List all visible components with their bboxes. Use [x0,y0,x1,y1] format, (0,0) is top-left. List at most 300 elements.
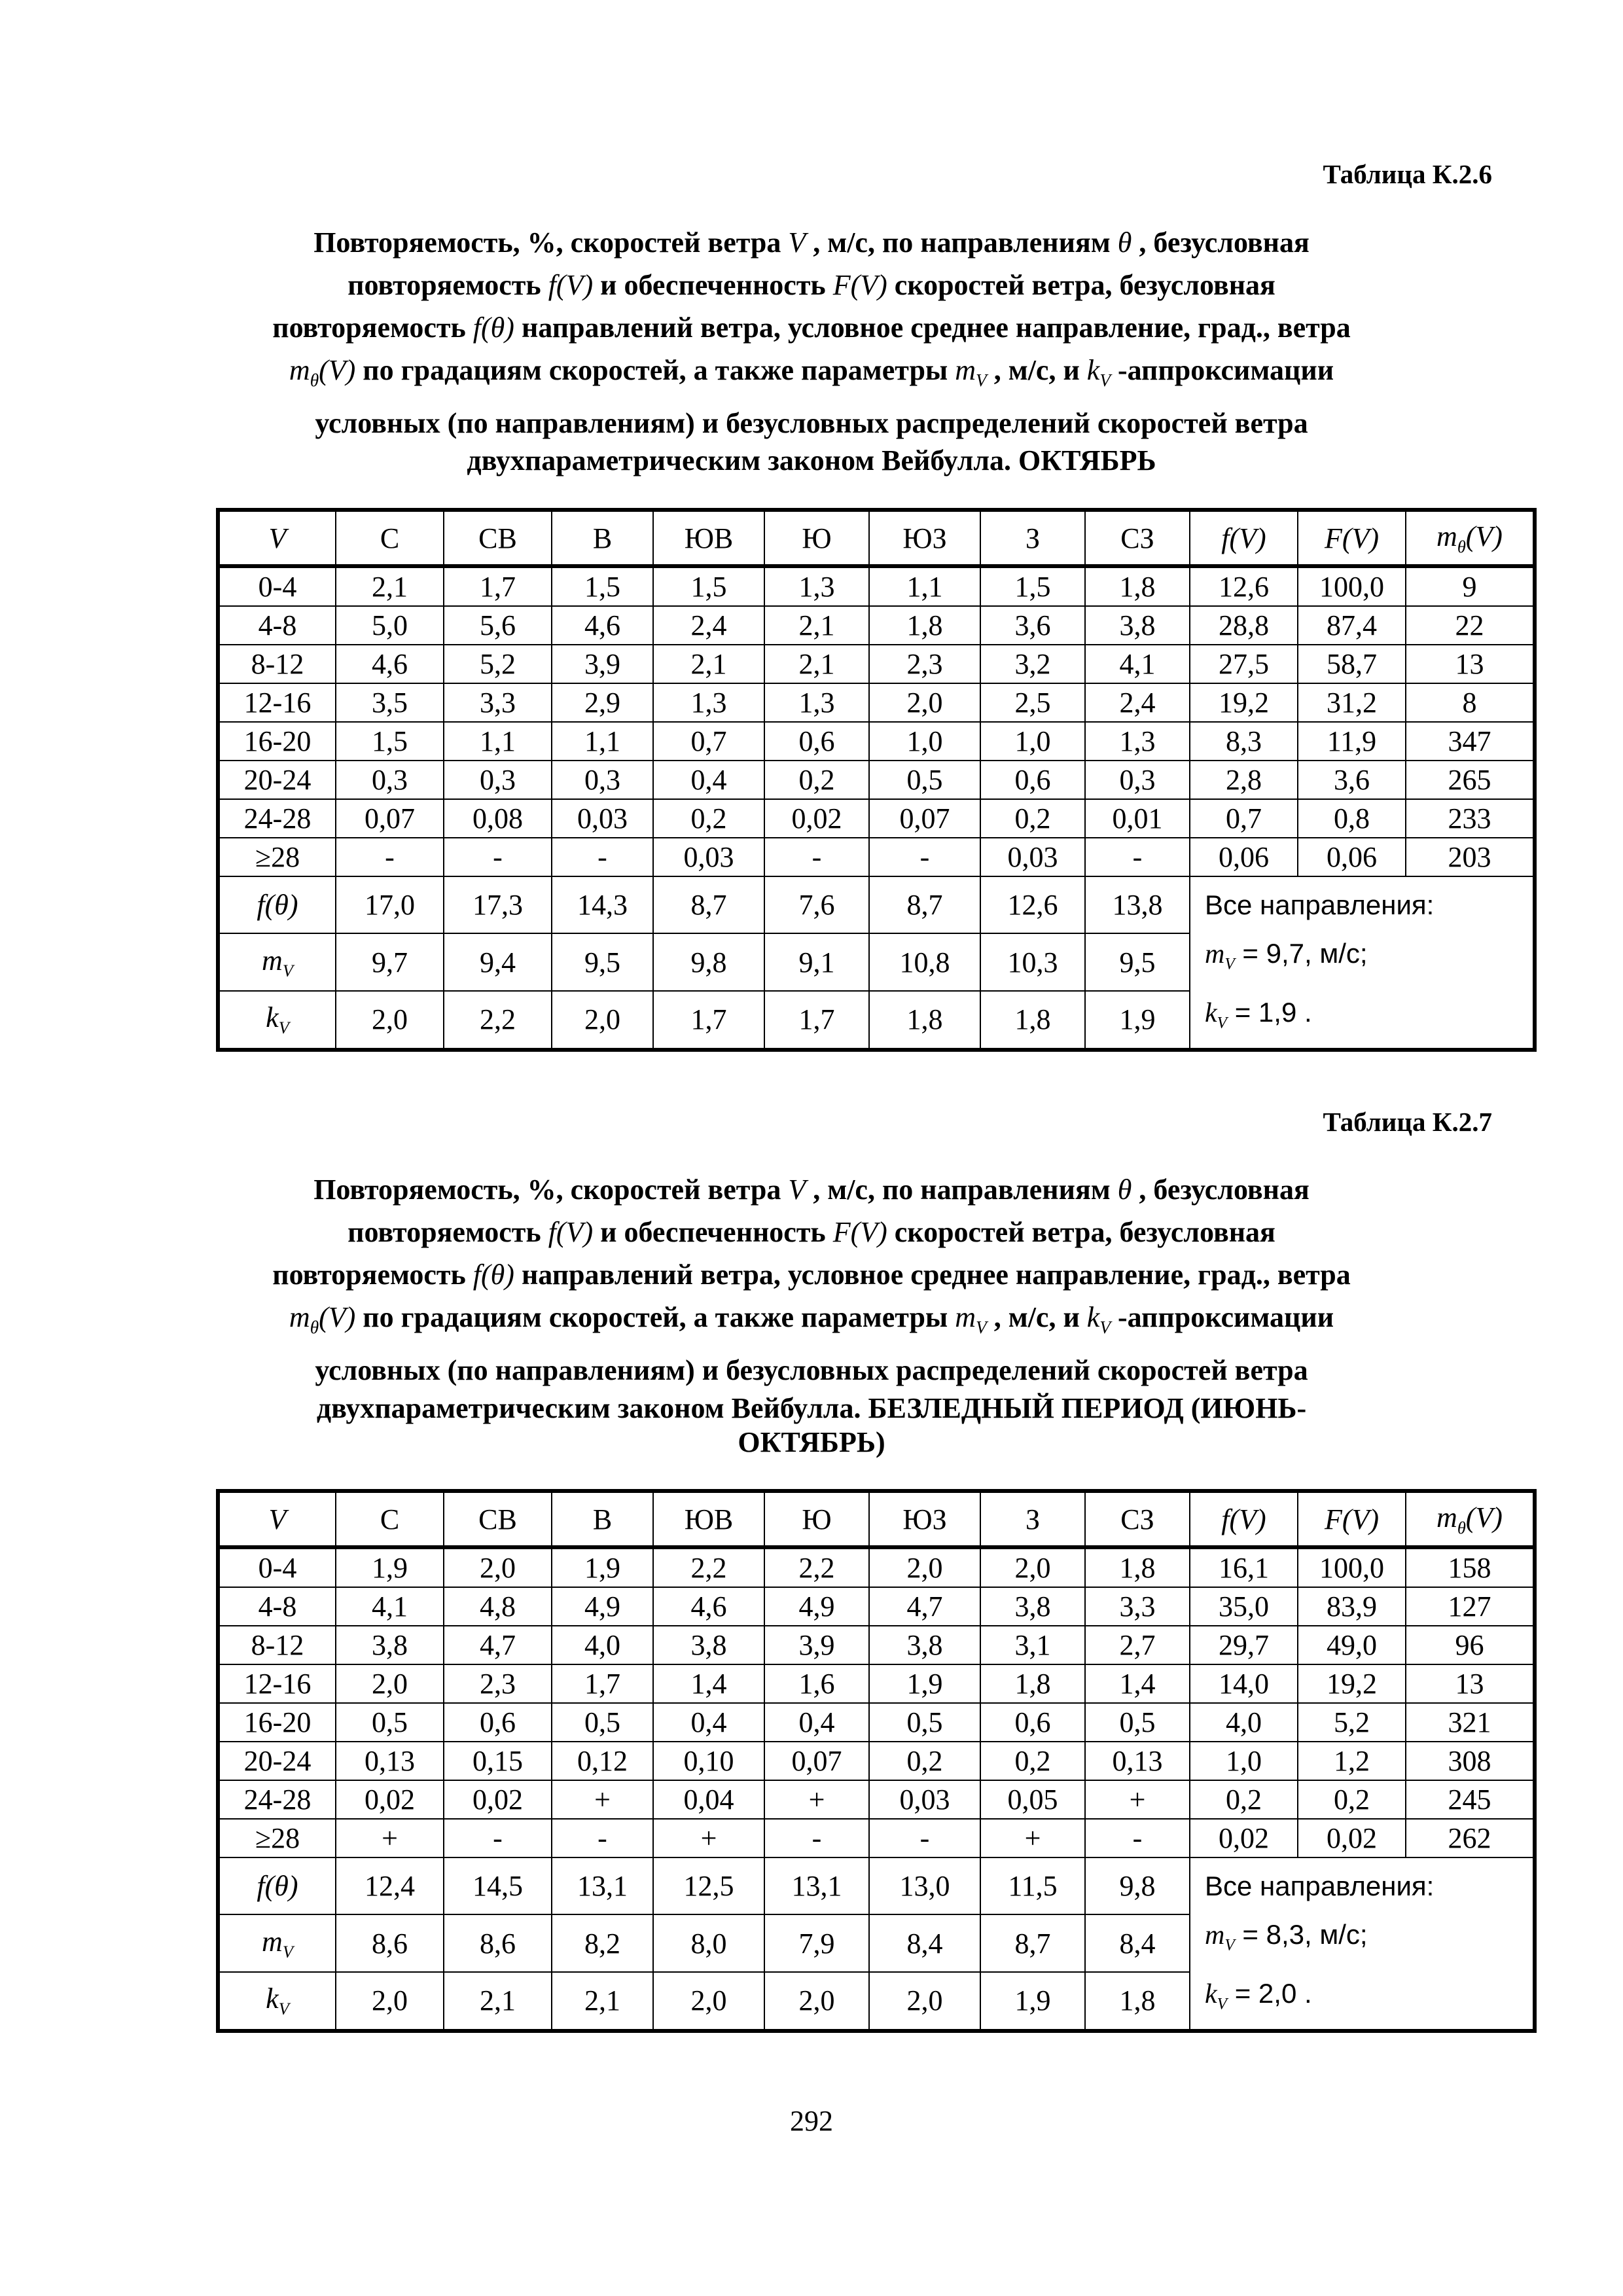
table-cell: 31,2 [1298,683,1406,722]
summary-title: Все направления: [1205,1871,1435,1901]
table-cell: 0,13 [336,1742,444,1780]
table-cell: 2,2 [653,1547,764,1587]
table-cell: 3,8 [653,1626,764,1664]
table-cell: 0,6 [764,722,869,761]
table-cell: 2,0 [980,1547,1085,1587]
param-label: $k_V$ [218,1972,336,2031]
speed-range-cell: 12-16 [218,683,336,722]
table-cell: + [764,1780,869,1819]
table-cell: 13 [1406,645,1535,683]
wind-table-ice-free [216,1489,1537,2033]
table-cell: 4,0 [1190,1703,1298,1742]
table-cell: - [552,1819,653,1857]
table-row [218,799,1535,838]
table-cell: 1,6 [764,1664,869,1703]
table-cell: 14,0 [1190,1664,1298,1703]
caption-line: условных (по направлениям) и безусловных распределений скоростей ветра [315,1354,1308,1386]
table-cell: 2,7 [1085,1626,1190,1664]
param-cell: 1,9 [980,1972,1085,2031]
param-cell: 1,9 [1085,991,1190,1050]
speed-range-cell: 16-20 [218,1703,336,1742]
table-cell: 100,0 [1298,566,1406,606]
caption-line: Повторяемость, %, скоростей ветра V , м/с, по направлениям θ , безусловная [313,226,1310,259]
caption-line: $m_\theta(V)$ по градациям скоростей, а также параметры $m_V$ , м/с, и $k_V$ -аппроксимации [289,1301,1334,1337]
table-cell: + [980,1819,1085,1857]
table-cell: 0,5 [552,1703,653,1742]
table-cell: 2,4 [1085,683,1190,722]
table-cell: 0,5 [869,1703,980,1742]
table-cell: 203 [1406,838,1535,876]
table-row [218,683,1535,722]
table-row [218,1819,1535,1857]
table-cell: 1,1 [869,566,980,606]
table-cell: 3,8 [336,1626,444,1664]
param-cell: 14,3 [552,876,653,933]
table-cell: 3,9 [764,1626,869,1664]
table-cell: 1,7 [552,1664,653,1703]
table-caption [216,221,1407,477]
table-body [218,510,1535,1050]
table-cell: - [444,1819,552,1857]
param-cell: 8,0 [653,1914,764,1971]
table-cell: 1,9 [869,1664,980,1703]
table-cell: 2,0 [869,683,980,722]
param-cell: 2,0 [552,991,653,1050]
table-cell: 2,0 [336,1664,444,1703]
table-cell: 0,7 [653,722,764,761]
table-cell: 2,9 [552,683,653,722]
table-label: Таблица К.2.6 [1323,159,1492,189]
table-cell: 4,7 [869,1587,980,1626]
caption-line: повторяемость f(θ) направлений ветра, условное среднее направление, град., ветра [272,312,1351,344]
table-cell: 5,0 [336,606,444,645]
param-cell: 1,8 [980,991,1085,1050]
table-cell: 1,3 [653,683,764,722]
caption-line: двухпараметрическим законом Вейбулла. ОКТЯБРЬ [467,444,1156,476]
table-cell: 0,04 [653,1780,764,1819]
table-cell: 1,8 [869,606,980,645]
table-cell: 9 [1406,566,1535,606]
param-cell: 2,0 [336,991,444,1050]
speed-range-cell: 8-12 [218,645,336,683]
speed-range-cell: 12-16 [218,1664,336,1703]
column-header: f(V) [1190,1491,1298,1547]
table-row [218,1742,1535,1780]
param-cell: 10,8 [869,933,980,990]
table-cell: 0,01 [1085,799,1190,838]
table-cell: 1,9 [552,1547,653,1587]
param-cell: 10,3 [980,933,1085,990]
table-cell: 3,8 [1085,606,1190,645]
table-cell: 1,1 [444,722,552,761]
table-cell: 4,6 [552,606,653,645]
table-cell: 1,5 [980,566,1085,606]
column-header: F(V) [1298,1491,1406,1547]
table-cell: 0,2 [1298,1780,1406,1819]
param-cell: 8,7 [869,876,980,933]
table-cell: 35,0 [1190,1587,1298,1626]
table-label: Таблица К.2.7 [1323,1107,1492,1137]
param-cell: 8,6 [336,1914,444,1971]
table-row [218,1547,1535,1587]
table-cell: 2,0 [869,1547,980,1587]
header-row [218,1491,1535,1547]
summary-title: Все направления: [1205,889,1435,920]
table-cell: 3,9 [552,645,653,683]
table-cell: 0,6 [980,761,1085,799]
param-cell: 12,6 [980,876,1085,933]
header-row [218,510,1535,566]
param-cell: 9,4 [444,933,552,990]
table-cell: 8,3 [1190,722,1298,761]
param-cell: 7,9 [764,1914,869,1971]
table-cell: 0,02 [1190,1819,1298,1857]
speed-range-cell: 0-4 [218,1547,336,1587]
table-cell: 245 [1406,1780,1535,1819]
table-cell: 3,2 [980,645,1085,683]
table-row [218,1587,1535,1626]
table-cell: 0,6 [444,1703,552,1742]
column-header: Ю [764,1491,869,1547]
param-cell: 13,1 [552,1857,653,1914]
table-cell: 3,6 [980,606,1085,645]
table-cell: 0,4 [653,1703,764,1742]
caption-line: $m_\theta(V)$ по градациям скоростей, а также параметры $m_V$ , м/с, и $k_V$ -аппроксимации [289,354,1334,390]
speed-range-cell: 0-4 [218,566,336,606]
table-cell: 4,7 [444,1626,552,1664]
table-cell: 0,2 [980,1742,1085,1780]
param-label: $m_V$ [218,933,336,990]
table-cell: 19,2 [1190,683,1298,722]
table-cell: 0,3 [552,761,653,799]
table-row [218,566,1535,606]
table-cell: 2,1 [336,566,444,606]
table-cell: + [552,1780,653,1819]
column-header: Ю [764,510,869,566]
column-header: СЗ [1085,510,1190,566]
column-header: $m_\theta(V)$ [1406,510,1535,566]
table-cell: 83,9 [1298,1587,1406,1626]
table-cell: 1,3 [764,683,869,722]
table-cell: 0,2 [653,799,764,838]
table-cell: 49,0 [1298,1626,1406,1664]
column-header: В [552,510,653,566]
table-cell: 4,8 [444,1587,552,1626]
table-cell: 1,4 [1085,1664,1190,1703]
summary-m: $m_V = 9,7$, м/с; [1205,938,1368,973]
table-cell: 0,2 [980,799,1085,838]
table-cell: 96 [1406,1626,1535,1664]
table-cell: 3,6 [1298,761,1406,799]
table-cell: 1,0 [869,722,980,761]
caption-line: двухпараметрическим законом Вейбулла. БЕЗЛЕДНЫЙ ПЕРИОД (ИЮНЬ- [316,1391,1307,1424]
table-cell: 0,10 [653,1742,764,1780]
param-cell: 8,6 [444,1914,552,1971]
table-cell: 5,6 [444,606,552,645]
param-cell: 1,7 [653,991,764,1050]
speed-range-cell: 20-24 [218,761,336,799]
param-cell: 8,4 [869,1914,980,1971]
speed-range-cell: 4-8 [218,1587,336,1626]
param-cell: 13,8 [1085,876,1190,933]
table-cell: 347 [1406,722,1535,761]
speed-range-cell: ≥28 [218,1819,336,1857]
table-cell: 321 [1406,1703,1535,1742]
param-label: $m_V$ [218,1914,336,1971]
table-cell: 0,8 [1298,799,1406,838]
table-cell: 2,3 [869,645,980,683]
table-cell: 233 [1406,799,1535,838]
column-header: ЮВ [653,1491,764,1547]
param-cell: 2,0 [336,1972,444,2031]
table-cell: 29,7 [1190,1626,1298,1664]
table-cell: 2,8 [1190,761,1298,799]
table-cell: 2,0 [444,1547,552,1587]
table-cell: 158 [1406,1547,1535,1587]
column-header: V [218,1491,336,1547]
caption-line: Повторяемость, %, скоростей ветра V , м/с, по направлениям θ , безусловная [313,1174,1310,1206]
table-cell: 3,5 [336,683,444,722]
column-header: В [552,1491,653,1547]
caption-line: ОКТЯБРЬ) [738,1426,885,1458]
column-header: СВ [444,510,552,566]
table-cell: 1,1 [552,722,653,761]
param-cell: 9,5 [1085,933,1190,990]
table-cell: 0,5 [336,1703,444,1742]
table-cell: 265 [1406,761,1535,799]
table-caption [216,1168,1407,1460]
wind-table-october [216,508,1537,1052]
param-row [218,876,1535,933]
param-cell: 2,1 [444,1972,552,2031]
table-cell: 0,07 [764,1742,869,1780]
table-cell: 5,2 [444,645,552,683]
table-cell: 4,1 [336,1587,444,1626]
table-cell: 1,8 [1085,566,1190,606]
table-cell: 0,07 [869,799,980,838]
table-cell: 0,7 [1190,799,1298,838]
summary-m: $m_V = 8,3$, м/с; [1205,1919,1368,1954]
table-cell: 0,05 [980,1780,1085,1819]
table-cell: 12,6 [1190,566,1298,606]
table-cell: 1,3 [1085,722,1190,761]
param-cell: 12,4 [336,1857,444,1914]
table-cell: 2,5 [980,683,1085,722]
speed-range-cell: 4-8 [218,606,336,645]
table-cell: 3,8 [980,1587,1085,1626]
table-cell: 0,2 [869,1742,980,1780]
table-cell: 0,06 [1298,838,1406,876]
caption-line: условных (по направлениям) и безусловных распределений скоростей ветра [315,406,1308,439]
table-cell: 4,6 [653,1587,764,1626]
table-cell: 0,07 [336,799,444,838]
param-cell: 9,7 [336,933,444,990]
table-cell: 0,15 [444,1742,552,1780]
table-body [218,1491,1535,2031]
table-row [218,606,1535,645]
param-label: $k_V$ [218,991,336,1050]
speed-range-cell: 24-28 [218,799,336,838]
table-cell: 2,1 [653,645,764,683]
table-row [218,1626,1535,1664]
table-cell: 4,9 [552,1587,653,1626]
table-cell: 2,1 [764,606,869,645]
column-header: $m_\theta(V)$ [1406,1491,1535,1547]
table-cell: 1,8 [980,1664,1085,1703]
table-cell: 0,02 [444,1780,552,1819]
param-cell: 2,1 [552,1972,653,2031]
param-cell: 9,8 [653,933,764,990]
table-cell: 13 [1406,1664,1535,1703]
table-cell: 16,1 [1190,1547,1298,1587]
table-cell: 22 [1406,606,1535,645]
table-cell: - [1085,1819,1190,1857]
table-row [218,1780,1535,1819]
param-cell: 8,7 [653,876,764,933]
table-cell: 0,02 [1298,1819,1406,1857]
table-cell: 0,06 [1190,838,1298,876]
table-cell: 28,8 [1190,606,1298,645]
column-header: F(V) [1298,510,1406,566]
column-header: f(V) [1190,510,1298,566]
table-cell: 0,02 [336,1780,444,1819]
table-cell: 4,0 [552,1626,653,1664]
table-cell: 2,4 [653,606,764,645]
table-cell: - [444,838,552,876]
caption-line: повторяемость f(V) и обеспеченность F(V) скоростей ветра, безусловная [348,1216,1275,1248]
column-header: З [980,1491,1085,1547]
table-cell: 0,2 [764,761,869,799]
table-cell: 308 [1406,1742,1535,1780]
column-header: ЮЗ [869,1491,980,1547]
param-cell: 13,1 [764,1857,869,1914]
table-cell: 0,4 [653,761,764,799]
param-cell: 11,5 [980,1857,1085,1914]
table-cell: - [869,1819,980,1857]
table-cell: 2,1 [764,645,869,683]
table-cell: 27,5 [1190,645,1298,683]
table-cell: 262 [1406,1819,1535,1857]
speed-range-cell: 8-12 [218,1626,336,1664]
param-cell: 1,8 [1085,1972,1190,2031]
table-cell: 1,2 [1298,1742,1406,1780]
table-cell: 1,8 [1085,1547,1190,1587]
table-cell: 3,3 [444,683,552,722]
table-cell: 0,4 [764,1703,869,1742]
param-cell: 8,7 [980,1914,1085,1971]
page-number: 292 [790,2105,833,2137]
table-cell: 0,6 [980,1703,1085,1742]
table-cell: 4,1 [1085,645,1190,683]
table-cell: 0,03 [869,1780,980,1819]
table-cell: 0,08 [444,799,552,838]
param-cell: 9,8 [1085,1857,1190,1914]
table-cell: 87,4 [1298,606,1406,645]
param-cell: 2,0 [869,1972,980,2031]
table-cell: + [1085,1780,1190,1819]
column-header: ЮЗ [869,510,980,566]
table-cell: - [552,838,653,876]
column-header: ЮВ [653,510,764,566]
param-cell: 17,0 [336,876,444,933]
table-cell: 0,02 [764,799,869,838]
table-cell: 1,5 [552,566,653,606]
param-cell: 13,0 [869,1857,980,1914]
caption-line: повторяемость f(θ) направлений ветра, условное среднее направление, град., ветра [272,1259,1351,1291]
table-cell: + [653,1819,764,1857]
param-cell: 8,4 [1085,1914,1190,1971]
table-cell: 0,5 [1085,1703,1190,1742]
table-cell: - [336,838,444,876]
table-row [218,761,1535,799]
speed-range-cell: ≥28 [218,838,336,876]
param-cell: 2,0 [653,1972,764,2031]
table-cell: 0,2 [1190,1780,1298,1819]
table-cell: 11,9 [1298,722,1406,761]
table-cell: 0,13 [1085,1742,1190,1780]
param-cell: 14,5 [444,1857,552,1914]
param-cell: 2,2 [444,991,552,1050]
table-cell: 4,9 [764,1587,869,1626]
table-cell: 0,3 [336,761,444,799]
param-cell: 8,2 [552,1914,653,1971]
table-cell: 0,03 [552,799,653,838]
table-row [218,722,1535,761]
table-cell: 0,03 [653,838,764,876]
table-row [218,1664,1535,1703]
table-cell: 0,03 [980,838,1085,876]
table-cell: 4,6 [336,645,444,683]
table-cell: 1,5 [336,722,444,761]
table-cell: 1,7 [444,566,552,606]
table-row [218,1703,1535,1742]
table-row [218,645,1535,683]
table-cell: 1,4 [653,1664,764,1703]
table-row [218,838,1535,876]
column-header: С [336,510,444,566]
table-cell: 5,2 [1298,1703,1406,1742]
table-cell: - [1085,838,1190,876]
table-cell: + [336,1819,444,1857]
column-header: СВ [444,1491,552,1547]
table-cell: - [764,838,869,876]
param-cell: 12,5 [653,1857,764,1914]
table-cell: 8 [1406,683,1535,722]
summary-k: $k_V = 1,9$ . [1205,997,1312,1032]
param-cell: 17,3 [444,876,552,933]
all-directions-summary [1190,876,1535,1050]
param-label: f(θ) [218,1857,336,1914]
table-cell: - [764,1819,869,1857]
summary-k: $k_V = 2,0$ . [1205,1978,1312,2013]
column-header: СЗ [1085,1491,1190,1547]
param-cell: 1,8 [869,991,980,1050]
table-cell: 1,0 [1190,1742,1298,1780]
table-cell: 1,3 [764,566,869,606]
table-cell: 1,0 [980,722,1085,761]
table-cell: 100,0 [1298,1547,1406,1587]
speed-range-cell: 16-20 [218,722,336,761]
table-cell: 2,3 [444,1664,552,1703]
param-row [218,1857,1535,1914]
column-header: С [336,1491,444,1547]
table-cell: 0,3 [1085,761,1190,799]
param-cell: 9,1 [764,933,869,990]
table-cell: 0,3 [444,761,552,799]
table-cell: 2,2 [764,1547,869,1587]
speed-range-cell: 24-28 [218,1780,336,1819]
param-cell: 9,5 [552,933,653,990]
